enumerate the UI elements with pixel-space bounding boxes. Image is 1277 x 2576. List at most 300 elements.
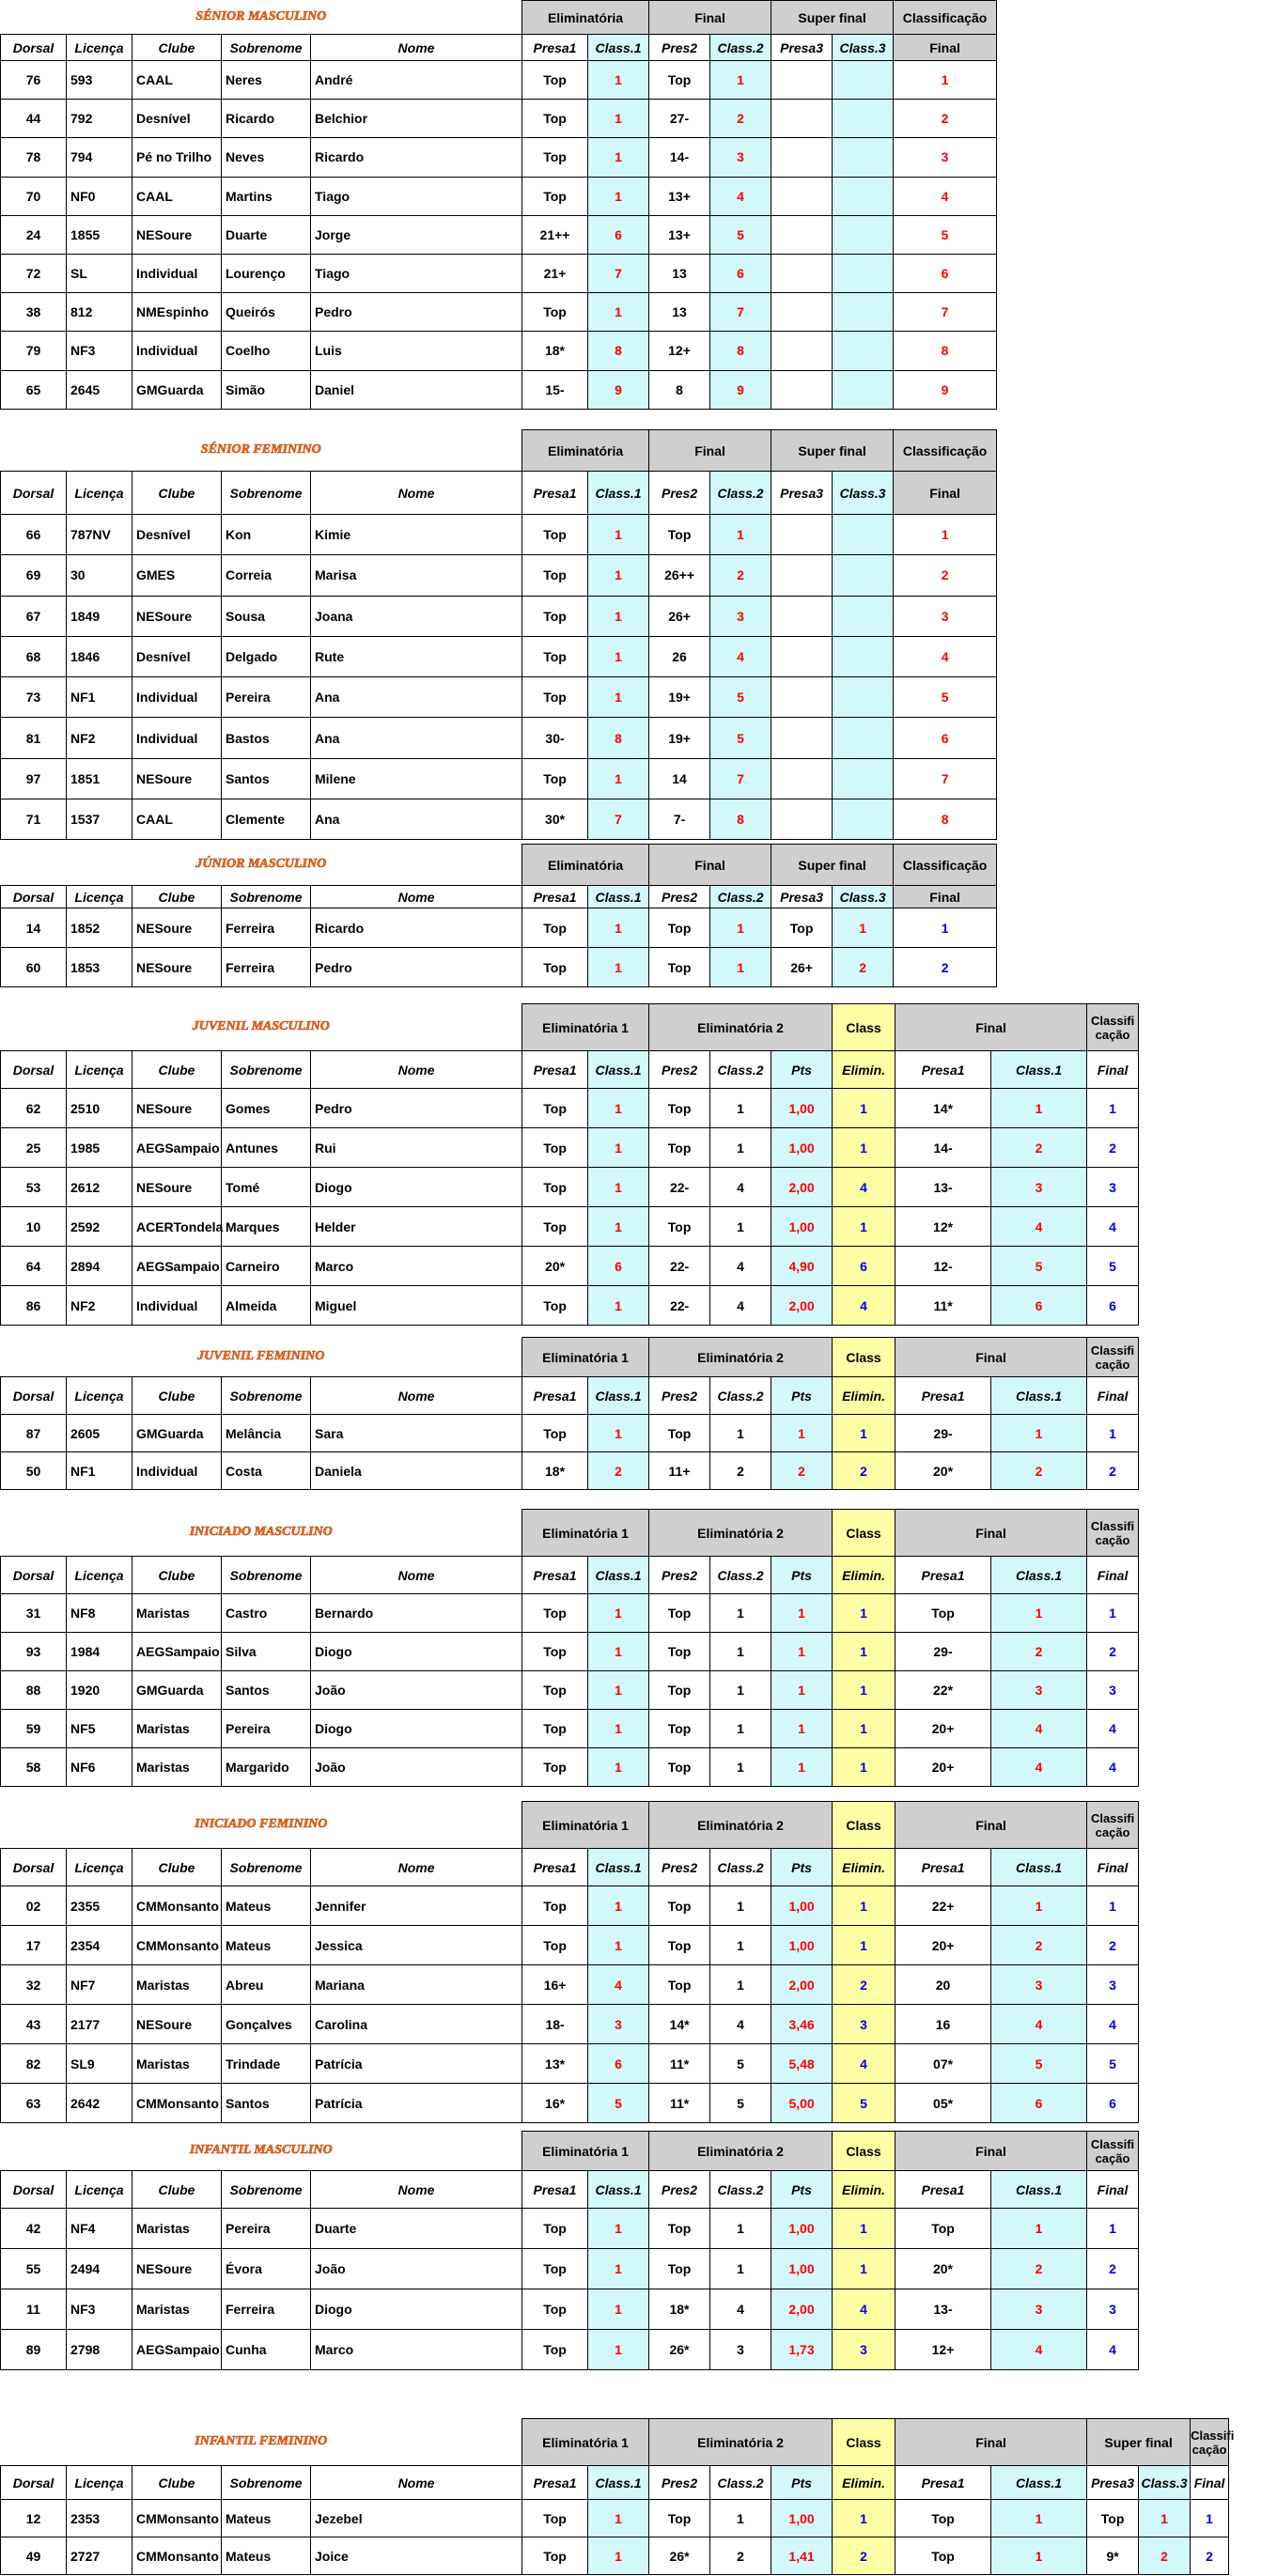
final-rank-cell: 4 — [1087, 2330, 1139, 2370]
clube-cell: NESoure — [132, 215, 222, 254]
final-rank-cell: 2 — [1087, 1926, 1139, 1965]
final-presa-cell: 11* — [895, 1286, 991, 1326]
group-eliminatoria-2: Eliminatória 2 — [649, 1510, 833, 1557]
col-class2: Class.2 — [710, 2171, 771, 2209]
class2-cell: 1 — [710, 2500, 771, 2537]
sobrenome-cell: Antunes — [222, 1128, 311, 1168]
class2-cell: 4 — [710, 2289, 771, 2330]
licenca-cell: 792 — [67, 100, 132, 138]
pres2-cell: Top — [649, 2209, 710, 2249]
licenca-cell: 1852 — [67, 908, 132, 948]
group-class-elimin: Class — [833, 1004, 895, 1051]
nome-cell: Daniela — [311, 1452, 522, 1490]
final-presa-cell: 20+ — [895, 1926, 991, 1965]
col-class1: Class.1 — [588, 472, 649, 515]
col-pres2: Pres2 — [649, 2171, 710, 2209]
class2-cell: 5 — [710, 2044, 771, 2084]
dorsal-cell: 70 — [1, 177, 67, 215]
table-row — [1, 177, 997, 215]
col-clube: Clube — [132, 35, 222, 61]
presa1-cell: Top — [522, 1633, 588, 1671]
final-presa-cell: 20* — [895, 1452, 991, 1490]
presa1-cell: Top — [522, 138, 588, 177]
dorsal-cell: 43 — [1, 2005, 67, 2044]
clube-cell: CMMonsanto — [132, 2084, 222, 2123]
table-row — [1, 2330, 1139, 2370]
col-nome: Nome — [311, 2466, 522, 2500]
class2-cell: 1 — [710, 1594, 771, 1633]
pres2-cell: 11* — [649, 2044, 710, 2084]
col-final-class: Class.1 — [991, 1051, 1087, 1089]
dorsal-cell: 25 — [1, 1128, 67, 1168]
col-pres2: Pres2 — [649, 472, 710, 515]
table-row — [1, 758, 997, 799]
class1-cell: 1 — [588, 1128, 649, 1168]
group-classificacao: Classifi cação — [1087, 1510, 1139, 1557]
final-class-cell: 6 — [991, 1286, 1087, 1326]
dorsal-cell: 78 — [1, 138, 67, 177]
col-class2: Class.2 — [710, 1051, 771, 1089]
group-eliminatoria-1: Eliminatória 1 — [522, 2419, 649, 2466]
pres2-cell: Top — [649, 1710, 710, 1748]
group-superfinal: Super final — [771, 1, 894, 35]
pres2-cell: 26 — [649, 636, 710, 676]
final-class-cell: 4 — [991, 1710, 1087, 1748]
final-class-cell: 1 — [991, 1594, 1087, 1633]
col-class2: Class.2 — [710, 1849, 771, 1886]
final-rank-cell: 8 — [894, 799, 997, 840]
final-presa-cell: Top — [895, 1594, 991, 1633]
nome-cell: Marco — [311, 2330, 522, 2370]
col-pres2: Pres2 — [649, 1849, 710, 1886]
dorsal-cell: 11 — [1, 2289, 67, 2330]
presa1-cell: Top — [522, 1415, 588, 1452]
group-eliminatoria: Eliminatória — [522, 1, 649, 35]
class2-cell: 9 — [710, 370, 771, 409]
col-clube: Clube — [132, 1849, 222, 1886]
licenca-cell: 812 — [67, 293, 132, 332]
final-presa-cell: 14* — [895, 1089, 991, 1128]
col-clube: Clube — [132, 886, 222, 908]
licenca-cell: 2645 — [67, 370, 132, 409]
presa1-cell: 21++ — [522, 215, 588, 254]
nome-cell: Carolina — [311, 2005, 522, 2044]
class2-cell: 1 — [710, 1886, 771, 1926]
nome-cell: André — [311, 61, 522, 100]
pres2-cell: Top — [649, 1965, 710, 2005]
group-class-elimin: Class — [833, 1338, 895, 1377]
presa1-cell: Top — [522, 2209, 588, 2249]
class1-cell: 1 — [588, 100, 649, 138]
presa1-cell: Top — [522, 2249, 588, 2289]
col-licenca: Licença — [67, 1557, 132, 1594]
results-table — [0, 1509, 1139, 1787]
final-presa-cell: 29- — [895, 1633, 991, 1671]
nome-cell: Helder — [311, 1207, 522, 1247]
col-licenca: Licença — [67, 35, 132, 61]
table-row — [1, 2500, 1229, 2537]
sobrenome-cell: Lourenço — [222, 254, 311, 292]
final-class-cell: 1 — [991, 1089, 1087, 1128]
clube-cell: CAAL — [132, 799, 222, 840]
pres2-cell: 19+ — [649, 677, 710, 718]
pts-cell: 1 — [771, 1710, 833, 1748]
table-row — [1, 677, 997, 718]
pres2-cell: Top — [649, 1886, 710, 1926]
dorsal-cell: 55 — [1, 2249, 67, 2289]
licenca-cell: 2494 — [67, 2249, 132, 2289]
final-presa-cell: 20 — [895, 1965, 991, 2005]
pts-cell: 1,00 — [771, 2249, 833, 2289]
group-classificacao: Classifi cação — [1087, 1338, 1139, 1377]
class3-cell — [833, 254, 894, 292]
group-final: Final — [649, 1, 771, 35]
presa3-cell — [771, 677, 833, 718]
dorsal-cell: 50 — [1, 1452, 67, 1490]
class3-cell — [833, 758, 894, 799]
nome-cell: Ana — [311, 799, 522, 840]
col-class1: Class.1 — [588, 886, 649, 908]
presa1-cell: 13* — [522, 2044, 588, 2084]
final-rank-cell: 2 — [894, 555, 997, 596]
elimin-rank-cell: 6 — [833, 1247, 895, 1286]
final-rank-cell: 2 — [894, 948, 997, 987]
col-super-class: Class.3 — [1139, 2466, 1191, 2500]
pts-cell: 2,00 — [771, 2289, 833, 2330]
nome-cell: Jorge — [311, 215, 522, 254]
sobrenome-cell: Neres — [222, 61, 311, 100]
clube-cell: CMMonsanto — [132, 2537, 222, 2575]
pres2-cell: Top — [649, 1415, 710, 1452]
col-final: Final — [894, 35, 997, 61]
final-class-cell: 5 — [991, 2044, 1087, 2084]
dorsal-cell: 97 — [1, 758, 67, 799]
presa1-cell: Top — [522, 1168, 588, 1207]
clube-cell: Pé no Trilho — [132, 138, 222, 177]
group-classificacao: Classifi cação — [1087, 1802, 1139, 1849]
group-eliminatoria-1: Eliminatória 1 — [522, 2132, 649, 2171]
sobrenome-cell: Margarido — [222, 1748, 311, 1787]
clube-cell: CMMonsanto — [132, 2500, 222, 2537]
nome-cell: Bernardo — [311, 1594, 522, 1633]
presa1-cell: Top — [522, 555, 588, 596]
class1-cell: 1 — [588, 1886, 649, 1926]
section-title: INICIADO MASCULINO — [1, 1510, 522, 1557]
pts-cell: 1,00 — [771, 2209, 833, 2249]
col-presa1: Presa1 — [522, 1051, 588, 1089]
pres2-cell: 13+ — [649, 215, 710, 254]
sobrenome-cell: Mateus — [222, 2500, 311, 2537]
class1-cell: 6 — [588, 215, 649, 254]
class1-cell: 1 — [588, 1286, 649, 1326]
group-classificacao: Classifi cação — [1087, 1004, 1139, 1051]
col-final-class: Class.1 — [991, 1849, 1087, 1886]
clube-cell: Maristas — [132, 1748, 222, 1787]
col-nome: Nome — [311, 1557, 522, 1594]
class2-cell: 1 — [710, 1965, 771, 2005]
sobrenome-cell: Santos — [222, 2084, 311, 2123]
dorsal-cell: 17 — [1, 1926, 67, 1965]
final-rank-cell: 2 — [1087, 2249, 1139, 2289]
final-class-cell: 2 — [991, 1633, 1087, 1671]
presa3-cell — [771, 177, 833, 215]
class1-cell: 3 — [588, 2005, 649, 2044]
sobrenome-cell: Silva — [222, 1633, 311, 1671]
col-nome: Nome — [311, 1377, 522, 1415]
table-row — [1, 1089, 1139, 1128]
class2-cell: 1 — [710, 1926, 771, 1965]
presa1-cell: 30- — [522, 718, 588, 758]
licenca-cell: NF3 — [67, 2289, 132, 2330]
licenca-cell: 1984 — [67, 1633, 132, 1671]
results-table — [0, 2131, 1139, 2370]
sobrenome-cell: Marques — [222, 1207, 311, 1247]
col-final-presa: Presa1 — [895, 1377, 991, 1415]
col-class1: Class.1 — [588, 1051, 649, 1089]
sobrenome-cell: Sousa — [222, 596, 311, 636]
class2-cell: 4 — [710, 636, 771, 676]
presa3-cell — [771, 370, 833, 409]
presa1-cell: Top — [522, 1748, 588, 1787]
group-final: Final — [895, 1004, 1087, 1051]
class2-cell: 4 — [710, 1247, 771, 1286]
table-row — [1, 1886, 1139, 1926]
pts-cell: 3,46 — [771, 2005, 833, 2044]
dorsal-cell: 64 — [1, 1247, 67, 1286]
class1-cell: 1 — [588, 2289, 649, 2330]
group-eliminatoria-1: Eliminatória 1 — [522, 1510, 649, 1557]
class2-cell: 4 — [710, 2005, 771, 2044]
col-elimin: Elimin. — [833, 1849, 895, 1886]
pres2-cell: 22- — [649, 1286, 710, 1326]
col-class3: Class.3 — [833, 35, 894, 61]
col-pts: Pts — [771, 1051, 833, 1089]
col-licenca: Licença — [67, 472, 132, 515]
final-class-cell: 4 — [991, 2330, 1087, 2370]
class2-cell: 4 — [710, 1286, 771, 1326]
table-row — [1, 718, 997, 758]
class1-cell: 1 — [588, 1926, 649, 1965]
col-sobrenome: Sobrenome — [222, 2466, 311, 2500]
group-eliminatoria-2: Eliminatória 2 — [649, 1338, 833, 1377]
sobrenome-cell: Gonçalves — [222, 2005, 311, 2044]
final-presa-cell: 20* — [895, 2249, 991, 2289]
col-final: Final — [894, 886, 997, 908]
pts-cell: 1 — [771, 1633, 833, 1671]
nome-cell: Rute — [311, 636, 522, 676]
col-nome: Nome — [311, 472, 522, 515]
elimin-rank-cell: 1 — [833, 1926, 895, 1965]
group-class-elimin: Class — [833, 1510, 895, 1557]
table-row — [1, 799, 997, 840]
section-title: INFANTIL MASCULINO — [1, 2132, 522, 2171]
table-row — [1, 254, 997, 292]
nome-cell: Ana — [311, 718, 522, 758]
presa1-cell: Top — [522, 2500, 588, 2537]
table-row — [1, 2537, 1229, 2575]
pres2-cell: Top — [649, 1748, 710, 1787]
col-presa1: Presa1 — [522, 35, 588, 61]
nome-cell: Ricardo — [311, 138, 522, 177]
final-rank-cell: 3 — [894, 138, 997, 177]
class2-cell: 7 — [710, 758, 771, 799]
nome-cell: Diogo — [311, 1710, 522, 1748]
nome-cell: João — [311, 1671, 522, 1710]
clube-cell: ACERTondela — [132, 1207, 222, 1247]
pres2-cell: 11+ — [649, 1452, 710, 1490]
table-row — [1, 1168, 1139, 1207]
class3-cell — [833, 61, 894, 100]
col-class3: Class.3 — [833, 886, 894, 908]
table-row — [1, 2209, 1139, 2249]
col-final-class: Class.1 — [991, 2466, 1087, 2500]
licenca-cell: NF4 — [67, 2209, 132, 2249]
col-dorsal: Dorsal — [1, 1051, 67, 1089]
final-class-cell: 2 — [991, 1128, 1087, 1168]
sobrenome-cell: Costa — [222, 1452, 311, 1490]
group-classificacao: Classificação — [894, 845, 997, 886]
results-table — [0, 1337, 1139, 1490]
nome-cell: Kimie — [311, 515, 522, 555]
pts-cell: 1,00 — [771, 1089, 833, 1128]
pres2-cell: Top — [649, 1926, 710, 1965]
class1-cell: 7 — [588, 254, 649, 292]
pts-cell: 1,00 — [771, 1926, 833, 1965]
final-rank-cell: 3 — [1087, 1168, 1139, 1207]
presa1-cell: Top — [522, 1926, 588, 1965]
presa1-cell: 16* — [522, 2084, 588, 2123]
class1-cell: 1 — [588, 1594, 649, 1633]
nome-cell: Diogo — [311, 1168, 522, 1207]
col-dorsal: Dorsal — [1, 886, 67, 908]
col-sobrenome: Sobrenome — [222, 472, 311, 515]
final-presa-cell: 07* — [895, 2044, 991, 2084]
pres2-cell: 18* — [649, 2289, 710, 2330]
dorsal-cell: 72 — [1, 254, 67, 292]
results-table — [0, 844, 997, 987]
final-class-cell: 1 — [991, 2500, 1087, 2537]
clube-cell: NESoure — [132, 908, 222, 948]
col-presa1: Presa1 — [522, 472, 588, 515]
elimin-rank-cell: 1 — [833, 1886, 895, 1926]
class3-cell — [833, 718, 894, 758]
col-final-class: Class.1 — [991, 1557, 1087, 1594]
col-class1: Class.1 — [588, 35, 649, 61]
clube-cell: Maristas — [132, 1594, 222, 1633]
table-row — [1, 2044, 1139, 2084]
class1-cell: 1 — [588, 948, 649, 987]
final-rank-cell: 2 — [1087, 1452, 1139, 1490]
pts-cell: 1 — [771, 1415, 833, 1452]
elimin-rank-cell: 1 — [833, 1748, 895, 1787]
class1-cell: 1 — [588, 2249, 649, 2289]
clube-cell: NESoure — [132, 1089, 222, 1128]
dorsal-cell: 87 — [1, 1415, 67, 1452]
nome-cell: Pedro — [311, 293, 522, 332]
table-row — [1, 596, 997, 636]
licenca-cell: SL9 — [67, 2044, 132, 2084]
col-nome: Nome — [311, 35, 522, 61]
results-table — [0, 1003, 1139, 1326]
table-row — [1, 1710, 1139, 1748]
sobrenome-cell: Carneiro — [222, 1247, 311, 1286]
final-rank-cell: 7 — [894, 293, 997, 332]
col-pts: Pts — [771, 1557, 833, 1594]
group-classificacao: Classificação — [894, 1, 997, 35]
class2-cell: 1 — [710, 1128, 771, 1168]
col-presa1: Presa1 — [522, 1557, 588, 1594]
class2-cell: 4 — [710, 177, 771, 215]
presa3-cell — [771, 100, 833, 138]
group-eliminatoria: Eliminatória — [522, 845, 649, 886]
elimin-rank-cell: 2 — [833, 1965, 895, 2005]
clube-cell: Desnível — [132, 636, 222, 676]
dorsal-cell: 14 — [1, 908, 67, 948]
elimin-rank-cell: 4 — [833, 1168, 895, 1207]
col-licenca: Licença — [67, 2466, 132, 2500]
elimin-rank-cell: 5 — [833, 2084, 895, 2123]
nome-cell: Diogo — [311, 1633, 522, 1671]
class2-cell: 6 — [710, 254, 771, 292]
licenca-cell: 787NV — [67, 515, 132, 555]
group-class-elimin: Class — [833, 2419, 895, 2466]
licenca-cell: NF7 — [67, 1965, 132, 2005]
pres2-cell: Top — [649, 2500, 710, 2537]
class1-cell: 7 — [588, 799, 649, 840]
final-class-cell: 5 — [991, 1247, 1087, 1286]
col-nome: Nome — [311, 886, 522, 908]
dorsal-cell: 59 — [1, 1710, 67, 1748]
col-nome: Nome — [311, 1051, 522, 1089]
table-row — [1, 61, 997, 100]
pres2-cell: 7- — [649, 799, 710, 840]
elimin-rank-cell: 2 — [833, 2537, 895, 2575]
col-clube: Clube — [132, 1051, 222, 1089]
final-rank-cell: 7 — [894, 758, 997, 799]
nome-cell: Tiago — [311, 177, 522, 215]
pts-cell: 1,41 — [771, 2537, 833, 2575]
class3-cell — [833, 100, 894, 138]
sobrenome-cell: Ricardo — [222, 100, 311, 138]
licenca-cell: NF2 — [67, 1286, 132, 1326]
table-row — [1, 100, 997, 138]
clube-cell: Maristas — [132, 1965, 222, 2005]
elimin-rank-cell: 4 — [833, 2289, 895, 2330]
pres2-cell: Top — [649, 1594, 710, 1633]
sobrenome-cell: Santos — [222, 1671, 311, 1710]
nome-cell: Milene — [311, 758, 522, 799]
class1-cell: 1 — [588, 293, 649, 332]
col-final: Final — [894, 472, 997, 515]
clube-cell: Individual — [132, 1452, 222, 1490]
col-sobrenome: Sobrenome — [222, 35, 311, 61]
presa1-cell: 15- — [522, 370, 588, 409]
pts-cell: 1 — [771, 1671, 833, 1710]
group-eliminatoria-1: Eliminatória 1 — [522, 1004, 649, 1051]
col-class2: Class.2 — [710, 1557, 771, 1594]
elimin-rank-cell: 1 — [833, 2249, 895, 2289]
nome-cell: Sara — [311, 1415, 522, 1452]
sobrenome-cell: Cunha — [222, 2330, 311, 2370]
group-eliminatoria-1: Eliminatória 1 — [522, 1338, 649, 1377]
elimin-rank-cell: 1 — [833, 1128, 895, 1168]
col-presa3: Presa3 — [771, 35, 833, 61]
pres2-cell: Top — [649, 948, 710, 987]
final-rank-cell: 3 — [894, 596, 997, 636]
table-row — [1, 2084, 1139, 2123]
final-rank-cell: 8 — [894, 332, 997, 370]
clube-cell: Maristas — [132, 2289, 222, 2330]
